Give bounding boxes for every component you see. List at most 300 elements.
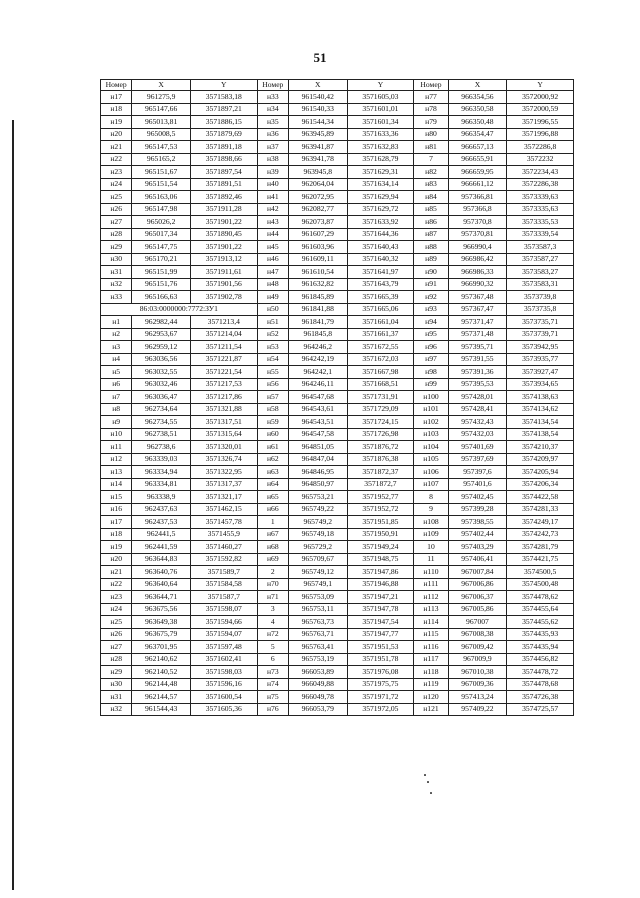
coordinates-table (100, 79, 574, 716)
table-cell: н32 (101, 703, 132, 716)
table-cell: 961841,79 (288, 316, 347, 329)
column-header: Y (507, 80, 574, 91)
table-cell: 963036,56 (132, 353, 191, 366)
table-cell: 2 (257, 566, 288, 579)
table-cell: н31 (101, 266, 132, 279)
table-cell: 3571948,75 (347, 553, 414, 566)
table-cell: н66 (257, 503, 288, 516)
table-cell: н68 (257, 541, 288, 554)
table-cell: 965163,06 (132, 191, 191, 204)
table-cell: 3571598,07 (190, 603, 257, 616)
table-cell: 966661,12 (448, 178, 507, 191)
table-cell: 3573739,8 (507, 291, 574, 304)
table-cell: 3573934,65 (507, 378, 574, 391)
table-cell: 3571667,98 (347, 366, 414, 379)
table-cell: 966655,91 (448, 153, 507, 166)
table-cell: 3574456,82 (507, 653, 574, 666)
table-cell: н59 (257, 416, 288, 429)
table-cell: 3574726,38 (507, 691, 574, 704)
table-cell: 7 (414, 153, 448, 166)
table-row (101, 241, 574, 254)
table-cell: 3571668,51 (347, 378, 414, 391)
table-cell: 3571731,91 (347, 391, 414, 404)
table-cell: н65 (257, 491, 288, 504)
table-cell: 3572286,8 (507, 141, 574, 154)
table-cell: 964246,2 (288, 341, 347, 354)
table-cell: 3571975,75 (347, 678, 414, 691)
table-cell: 3571326,74 (190, 453, 257, 466)
table-cell: н40 (257, 178, 288, 191)
table-cell: н22 (101, 153, 132, 166)
table-cell: н47 (257, 266, 288, 279)
table-cell: 3571600,54 (190, 691, 257, 704)
table-cell: 3571891,18 (190, 141, 257, 154)
table-cell: 3571589,7 (190, 566, 257, 579)
table-cell: н2 (101, 328, 132, 341)
table-cell: 966354,56 (448, 91, 507, 104)
table-cell: 965151,76 (132, 278, 191, 291)
table-row (101, 353, 574, 366)
table-cell: 967007 (448, 616, 507, 629)
table-row (101, 491, 574, 504)
table-cell: н76 (257, 703, 288, 716)
table-cell: н121 (414, 703, 448, 716)
table-row (101, 616, 574, 629)
table-cell: н5 (101, 366, 132, 379)
table-cell: 962959,12 (132, 341, 191, 354)
table-cell: 3571951,53 (347, 641, 414, 654)
table-row (101, 666, 574, 679)
table-cell: н55 (257, 366, 288, 379)
table-cell: 3571632,83 (347, 141, 414, 154)
table-cell: н33 (257, 91, 288, 104)
table-cell: 3574134,54 (507, 416, 574, 429)
table-cell: н56 (257, 378, 288, 391)
table-cell: 5 (257, 641, 288, 654)
table-cell: н39 (257, 166, 288, 179)
table-cell: н81 (414, 141, 448, 154)
table-cell: 3571221,54 (190, 366, 257, 379)
table-cell: 966986,42 (448, 253, 507, 266)
table-cell: 4 (257, 616, 288, 629)
table-cell: 962140,62 (132, 653, 191, 666)
table-cell: 966657,13 (448, 141, 507, 154)
speck (424, 774, 426, 776)
table-cell: н83 (414, 178, 448, 191)
table-cell: 3574478,62 (507, 591, 574, 604)
table-cell: 3571460,27 (190, 541, 257, 554)
table-cell: н22 (101, 578, 132, 591)
speck (430, 792, 432, 794)
table-row (101, 441, 574, 454)
table-cell: 957397,69 (448, 453, 507, 466)
table-cell: 3574435,93 (507, 628, 574, 641)
table-row (101, 291, 574, 304)
table-cell: 3571457,78 (190, 516, 257, 529)
table-cell: 3571898,66 (190, 153, 257, 166)
table-cell: 3571221,87 (190, 353, 257, 366)
table-cell: н86 (414, 216, 448, 229)
table-cell: 3571601,34 (347, 116, 414, 129)
table-cell: 3572000,92 (507, 91, 574, 104)
table-cell: н28 (101, 653, 132, 666)
table-row (101, 378, 574, 391)
table-cell: 3571320,01 (190, 441, 257, 454)
table-cell: 3573339,63 (507, 191, 574, 204)
table-cell: н12 (101, 453, 132, 466)
cadastral-number-label: 86:03:0000000:7772:ЗУ1 (101, 303, 258, 316)
table-cell: 961544,43 (132, 703, 191, 716)
table-cell: 3571315,64 (190, 428, 257, 441)
table-cell: 3571672,55 (347, 341, 414, 354)
table-cell: 3571951,78 (347, 653, 414, 666)
table-cell: н30 (101, 678, 132, 691)
table-cell: 3571911,61 (190, 266, 257, 279)
table-cell: н62 (257, 453, 288, 466)
table-row (101, 403, 574, 416)
table-cell: 3571633,36 (347, 128, 414, 141)
table-cell: н41 (257, 191, 288, 204)
table-cell: 957402,45 (448, 491, 507, 504)
table-cell: н23 (101, 591, 132, 604)
table-row (101, 653, 574, 666)
table-cell: 961845,89 (288, 291, 347, 304)
table-row (101, 428, 574, 441)
table-cell: 3571952,77 (347, 491, 414, 504)
table-cell: 3574455,62 (507, 616, 574, 629)
table-cell: 3571601,01 (347, 103, 414, 116)
table-cell: н98 (414, 366, 448, 379)
table-cell: н15 (101, 491, 132, 504)
table-cell: 957409,22 (448, 703, 507, 716)
table-cell: 3573735,71 (507, 316, 574, 329)
table-row (101, 91, 574, 104)
table-cell: н21 (101, 141, 132, 154)
table-cell: 957367,48 (448, 291, 507, 304)
table-cell: 10 (414, 541, 448, 554)
table-cell: 3571217,53 (190, 378, 257, 391)
table-cell: н82 (414, 166, 448, 179)
table-cell: 966049,88 (288, 678, 347, 691)
table-cell: 961540,42 (288, 91, 347, 104)
table-cell: 3571211,54 (190, 341, 257, 354)
table-cell: н28 (101, 228, 132, 241)
table-cell: н43 (257, 216, 288, 229)
table-row (101, 553, 574, 566)
table-cell: 957391,36 (448, 366, 507, 379)
table-cell: н116 (414, 641, 448, 654)
table-cell: 965763,73 (288, 616, 347, 629)
table-cell: 3574500,48 (507, 578, 574, 591)
table-cell: н4 (101, 353, 132, 366)
table-cell: 964847,04 (288, 453, 347, 466)
column-header: Номер (101, 80, 132, 91)
table-cell: 3573583,27 (507, 266, 574, 279)
table-cell: н19 (101, 541, 132, 554)
table-row (101, 103, 574, 116)
table-cell: 964242,1 (288, 366, 347, 379)
table-cell: 3571947,86 (347, 566, 414, 579)
table-cell: 3571876,38 (347, 453, 414, 466)
table-cell: н33 (101, 291, 132, 304)
table-cell: 965749,2 (288, 516, 347, 529)
table-cell: 3571672,03 (347, 353, 414, 366)
table-cell: 962953,67 (132, 328, 191, 341)
table-cell: 962144,48 (132, 678, 191, 691)
table-cell: 3571597,48 (190, 641, 257, 654)
table-cell: 963649,38 (132, 616, 191, 629)
table-cell: н85 (414, 203, 448, 216)
table-cell: н16 (101, 503, 132, 516)
table-cell: 965166,63 (132, 291, 191, 304)
table-cell: н90 (414, 266, 448, 279)
table-cell: 965147,66 (132, 103, 191, 116)
table-row (101, 391, 574, 404)
section-row (101, 303, 574, 316)
table-cell: 957370,8 (448, 216, 507, 229)
table-row (101, 128, 574, 141)
table-cell: н34 (257, 103, 288, 116)
table-cell: н112 (414, 591, 448, 604)
table-cell: 3571605,03 (347, 91, 414, 104)
table-cell: 963675,56 (132, 603, 191, 616)
page-number: 51 (313, 50, 327, 65)
table-cell: 965749,18 (288, 528, 347, 541)
table-cell: 957371,47 (448, 316, 507, 329)
table-cell: 957401,6 (448, 478, 507, 491)
table-cell: 3572232 (507, 153, 574, 166)
table-cell: н101 (414, 403, 448, 416)
table-cell: 962437,63 (132, 503, 191, 516)
table-row (101, 341, 574, 354)
table-cell: н115 (414, 628, 448, 641)
table-cell: 966350,58 (448, 103, 507, 116)
table-cell: н109 (414, 528, 448, 541)
table-cell: 957366,81 (448, 191, 507, 204)
table-cell: н49 (257, 291, 288, 304)
table-cell: 965170,21 (132, 253, 191, 266)
table-row (101, 703, 574, 716)
table-cell: 963334,81 (132, 478, 191, 491)
table-cell: 967005,86 (448, 603, 507, 616)
table-cell: 964547,68 (288, 391, 347, 404)
column-header: X (132, 80, 191, 91)
table-cell: н53 (257, 341, 288, 354)
table-cell: 3571879,69 (190, 128, 257, 141)
table-cell: 966990,32 (448, 278, 507, 291)
table-cell: 3571946,88 (347, 578, 414, 591)
table-cell: 3571971,72 (347, 691, 414, 704)
table-cell: 961841,88 (288, 303, 347, 316)
table-cell: н107 (414, 478, 448, 491)
table-cell: 967007,84 (448, 566, 507, 579)
table-row (101, 141, 574, 154)
table-row (101, 591, 574, 604)
table-row (101, 203, 574, 216)
table-cell: 3574242,73 (507, 528, 574, 541)
table-cell: 967008,38 (448, 628, 507, 641)
table-cell: 3571976,08 (347, 666, 414, 679)
table-cell: 957428,01 (448, 391, 507, 404)
table-cell: 3574725,57 (507, 703, 574, 716)
table-cell: 3571872,7 (347, 478, 414, 491)
table-row (101, 178, 574, 191)
table-cell: н99 (414, 378, 448, 391)
table-cell: н67 (257, 528, 288, 541)
table-cell: н17 (101, 516, 132, 529)
table-row (101, 366, 574, 379)
table-row (101, 453, 574, 466)
table-cell: н1 (101, 316, 132, 329)
table-cell: 3573587,3 (507, 241, 574, 254)
table-cell: н61 (257, 441, 288, 454)
table-cell: н6 (101, 378, 132, 391)
table-cell: н54 (257, 353, 288, 366)
table-cell: н118 (414, 666, 448, 679)
table-cell: 3574249,17 (507, 516, 574, 529)
table-cell: 3571947,21 (347, 591, 414, 604)
table-cell: н93 (414, 303, 448, 316)
table-cell: 3571951,85 (347, 516, 414, 529)
table-cell: 3571583,18 (190, 91, 257, 104)
table-cell: 3571890,45 (190, 228, 257, 241)
table-cell: 965151,99 (132, 266, 191, 279)
table-cell: 3571952,72 (347, 503, 414, 516)
table-cell: 3571726,98 (347, 428, 414, 441)
column-header: Y (190, 80, 257, 91)
table-cell: н46 (257, 253, 288, 266)
table-cell: 3571901,22 (190, 241, 257, 254)
table-cell: н26 (101, 203, 132, 216)
column-header: Номер (414, 80, 448, 91)
table-cell: 962441,5 (132, 528, 191, 541)
table-cell: 3571729,09 (347, 403, 414, 416)
table-cell: 957398,55 (448, 516, 507, 529)
table-cell: н79 (414, 116, 448, 129)
table-cell: 963644,71 (132, 591, 191, 604)
table-cell: 3571872,37 (347, 466, 414, 479)
table-cell: 3571634,14 (347, 178, 414, 191)
column-header: Номер (257, 80, 288, 91)
table-cell: н29 (101, 241, 132, 254)
table-cell: 3572000,59 (507, 103, 574, 116)
table-cell: н11 (101, 441, 132, 454)
table-cell: 964547,58 (288, 428, 347, 441)
table-cell: 962441,59 (132, 541, 191, 554)
table-cell: н100 (414, 391, 448, 404)
table-cell: н38 (257, 153, 288, 166)
table-cell: н36 (257, 128, 288, 141)
table-row (101, 228, 574, 241)
table-cell: 963945,89 (288, 128, 347, 141)
table-cell: 3571947,78 (347, 603, 414, 616)
table-cell: 963032,46 (132, 378, 191, 391)
table-cell: н17 (101, 91, 132, 104)
table-cell: 3571947,54 (347, 616, 414, 629)
table-row (101, 216, 574, 229)
table-cell: 3573735,8 (507, 303, 574, 316)
table-cell: 3571901,56 (190, 278, 257, 291)
table-cell: 3571640,43 (347, 241, 414, 254)
table-cell: 962734,55 (132, 416, 191, 429)
table-cell: 3571661,04 (347, 316, 414, 329)
table-row (101, 166, 574, 179)
table-cell: 957391,55 (448, 353, 507, 366)
table-cell: 957395,53 (448, 378, 507, 391)
table-cell: 3571911,28 (190, 203, 257, 216)
table-cell: 965753,19 (288, 653, 347, 666)
table-row (101, 528, 574, 541)
table-cell: 3574421,75 (507, 553, 574, 566)
table-row (101, 603, 574, 616)
table-cell: 966350,48 (448, 116, 507, 129)
table-row (101, 578, 574, 591)
table-cell: 957395,71 (448, 341, 507, 354)
table-cell: 3571598,03 (190, 666, 257, 679)
column-header: X (288, 80, 347, 91)
table-cell: 965026,2 (132, 216, 191, 229)
table-cell: 961544,34 (288, 116, 347, 129)
table-cell: 3573739,71 (507, 328, 574, 341)
table-cell: 965147,53 (132, 141, 191, 154)
table-cell: 966049,78 (288, 691, 347, 704)
table-cell: н44 (257, 228, 288, 241)
table-cell: 961603,96 (288, 241, 347, 254)
table-cell: н25 (101, 616, 132, 629)
table-cell: н96 (414, 341, 448, 354)
table-cell: н50 (257, 303, 288, 316)
table-cell: 3571643,79 (347, 278, 414, 291)
table-cell: 963640,64 (132, 578, 191, 591)
table-cell: н30 (101, 253, 132, 266)
table-cell: 963338,9 (132, 491, 191, 504)
table-cell: 3 (257, 603, 288, 616)
table-cell: 3573583,31 (507, 278, 574, 291)
table-cell: 963644,83 (132, 553, 191, 566)
table-cell: 3573335,63 (507, 203, 574, 216)
table-cell: 957370,81 (448, 228, 507, 241)
table-cell: 3574206,34 (507, 478, 574, 491)
table-row (101, 678, 574, 691)
table-cell: н10 (101, 428, 132, 441)
table-cell: 6 (257, 653, 288, 666)
table-cell: 966990,4 (448, 241, 507, 254)
table-cell: 3574138,54 (507, 428, 574, 441)
table-cell: н32 (101, 278, 132, 291)
table-cell: 961540,33 (288, 103, 347, 116)
table-cell: н26 (101, 628, 132, 641)
table-cell: 965753,11 (288, 603, 347, 616)
table-cell: 3571892,46 (190, 191, 257, 204)
table-cell: 963334,94 (132, 466, 191, 479)
table-cell: 3574478,72 (507, 666, 574, 679)
table-cell: 967006,37 (448, 591, 507, 604)
table-cell: 3571949,24 (347, 541, 414, 554)
table-cell: 964543,51 (288, 416, 347, 429)
table-cell: н103 (414, 428, 448, 441)
table-cell: 957432,43 (448, 416, 507, 429)
table-cell: 3573339,54 (507, 228, 574, 241)
table-cell: н45 (257, 241, 288, 254)
table-cell: 957399,28 (448, 503, 507, 516)
table-cell: 3573587,27 (507, 253, 574, 266)
table-cell: 3571661,37 (347, 328, 414, 341)
table-row (101, 466, 574, 479)
table-cell: 957432,03 (448, 428, 507, 441)
table-cell: 3571317,51 (190, 416, 257, 429)
table-row (101, 191, 574, 204)
table-cell: 964242,19 (288, 353, 347, 366)
